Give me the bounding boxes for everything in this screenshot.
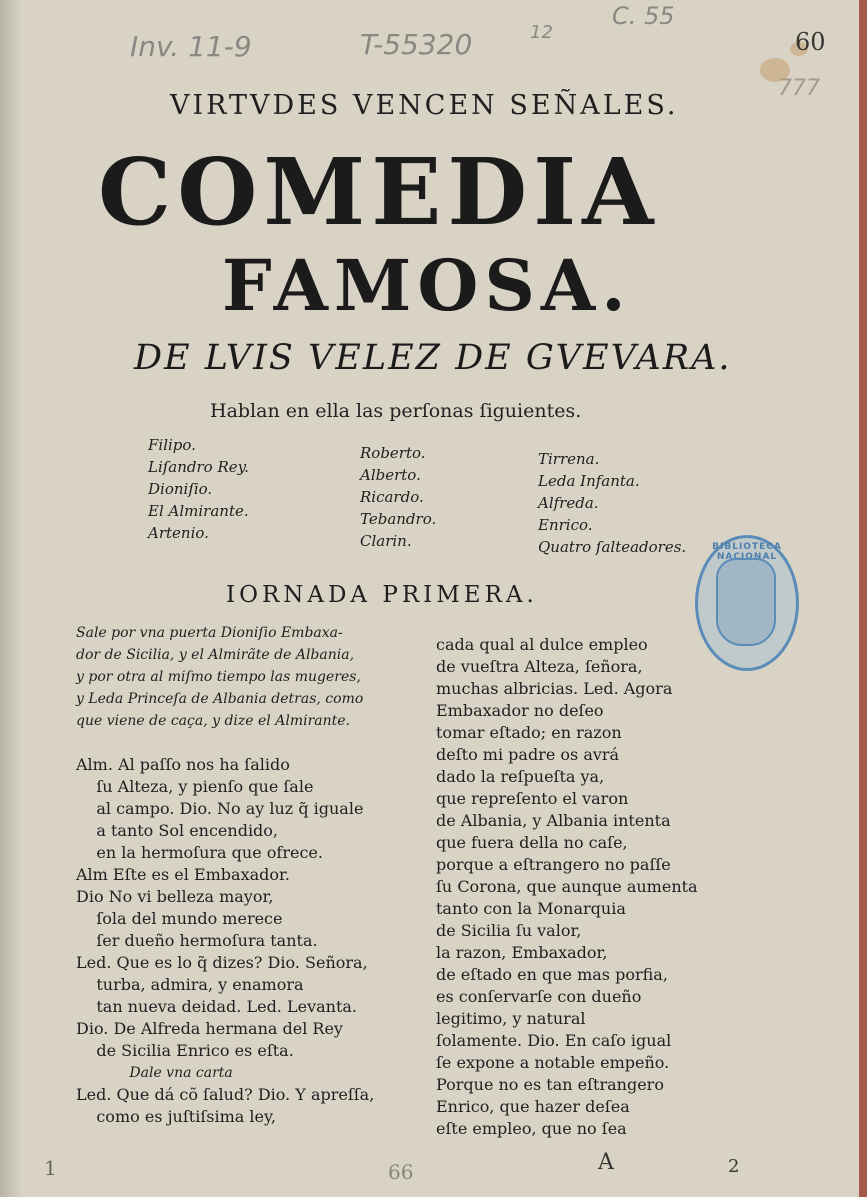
crest-icon (716, 558, 776, 646)
verse-line: la razon, Embaxador, (436, 943, 608, 962)
verse-line: legitimo, y natural (436, 1009, 586, 1028)
verse-line: ſola del mundo merece (76, 909, 283, 928)
verse-line: tanto con la Monarquia (436, 899, 626, 918)
verse-line: Dio. De Alfreda hermana del Rey (76, 1019, 343, 1038)
cast-name: Alberto. (360, 466, 421, 484)
verse-line: Led. Que es lo q̃ dizes? Dio. Señora, (76, 953, 368, 972)
library-stamp (695, 535, 799, 671)
page-number: 2 (728, 1156, 740, 1177)
stage-direction-line: y por otra al miſmo tiempo las mugeres, (76, 669, 361, 685)
stage-direction-line: y Leda Princeſa de Albania detras, como (76, 691, 364, 707)
verse-line: de Sicilia Enrico es eſta. (76, 1041, 294, 1060)
cast-column-3 (538, 450, 686, 560)
verse-line: Porque no es tan eſtrangero (436, 1075, 664, 1094)
verse-line: Led. Que dá cõ ſalud? Dio. Y apreſſa, (76, 1085, 375, 1104)
verse-line: Dio No vi belleza mayor, (76, 887, 274, 906)
verse-line: de Albania, y Albania intenta (436, 811, 671, 830)
play-header: VIRTVDES VENCEN SEÑALES. (170, 90, 679, 121)
verse-line: tan nueva deidad. Led. Levanta. (76, 997, 358, 1016)
footer-center-mark: 66 (388, 1160, 414, 1184)
verse-line: porque a eſtrangero no paſſe (436, 855, 671, 874)
page-binding-edge (0, 0, 22, 1197)
verse-line: a tanto Sol encendido, (76, 821, 279, 840)
verse-line: ſolamente. Dio. En caſo igual (436, 1031, 672, 1050)
left-text-column (76, 622, 374, 1128)
verse-line: muchas albricias. Led. Agora (436, 679, 673, 698)
verse-line: dado la reſpueſta ya, (436, 767, 605, 786)
act-title: IORNADA PRIMERA. (226, 582, 538, 608)
cast-name: Enrico. (538, 516, 593, 534)
stage-direction-line: que viene de caça, y dize el Almirante. (76, 713, 350, 729)
right-text-column (436, 634, 698, 1140)
cast-name: Alfreda. (538, 494, 599, 512)
folio-number: 60 (795, 28, 826, 56)
verse-line: que fuera della no caſe, (436, 833, 628, 852)
stage-direction-line: Sale por vna puerta Dioniſio Embaxa- (76, 625, 343, 641)
page-right-edge (859, 0, 867, 1197)
cast-name: Artenio. (148, 524, 209, 542)
verse-line: de Sicilia ſu valor, (436, 921, 582, 940)
footer-left-mark: 1 (44, 1156, 57, 1180)
verse-line: ſer dueño hermoſura tanta. (76, 931, 318, 950)
verse-line: ſu Corona, que aunque aumenta (436, 877, 698, 896)
verse-line: turba, admira, y enamora (76, 975, 304, 994)
cast-column-1 (148, 436, 249, 546)
verse-line: como es juſtiſsima ley, (76, 1107, 276, 1126)
stamp-text: BIBLIOTECA NACIONAL (712, 542, 782, 562)
stage-direction-line: dor de Sicilia, y el Almirãte de Albania, (76, 647, 355, 663)
shelfmark-c: C. 55 (612, 2, 675, 30)
verse-line: eſte empleo, que no ſea (436, 1119, 627, 1138)
verse-line: que repreſento el varon (436, 789, 629, 808)
cast-name: Tirrena. (538, 450, 600, 468)
verse-line: es conſervarſe con dueño (436, 987, 642, 1006)
title-comedia: COMEDIA (98, 138, 660, 246)
cast-name: El Almirante. (148, 502, 249, 520)
verse-line: tomar eſtado; en razon (436, 723, 622, 742)
stage-direction-line: Dale vna carta (76, 1065, 233, 1081)
cast-name: Quatro ſalteadores. (538, 538, 687, 556)
title-famosa: FAMOSA. (222, 244, 632, 327)
shelfmark-t: T-55320 (360, 28, 473, 61)
shelfmark-sup: 12 (530, 22, 553, 43)
cast-name: Leda Infanta. (538, 472, 640, 490)
cast-name: Dioniſio. (148, 480, 213, 498)
verse-line: al campo. Dio. No ay luz q̃ iguale (76, 799, 364, 818)
cast-name: Liſandro Rey. (148, 458, 249, 476)
cast-intro: Hablan en ella las perſonas ſiguientes. (210, 400, 582, 422)
shelfmark-inv: Inv. 11-9 (130, 30, 252, 63)
cast-name: Tebandro. (360, 510, 437, 528)
verse-line: Embaxador no deſeo (436, 701, 604, 720)
verse-line: ſu Alteza, y pienſo que ſale (76, 777, 314, 796)
verse-line (76, 732, 374, 754)
verse-line: Alm. Al paſſo nos ha ſalido (76, 755, 290, 774)
verse-line: Enrico, que hazer deſea (436, 1097, 630, 1116)
folio-number-pencil: 777 (778, 76, 820, 101)
cast-name: Roberto. (360, 444, 426, 462)
verse-line: ſe expone a notable empeño. (436, 1053, 670, 1072)
verse-line: cada qual al dulce empleo (436, 635, 648, 654)
author-line: DE LVIS VELEZ DE GVEVARA. (134, 338, 732, 378)
verse-line: Alm Eſte es el Embaxador. (76, 865, 290, 884)
verse-line: en la hermoſura que ofrece. (76, 843, 323, 862)
signature-mark: A (598, 1150, 614, 1175)
cast-column-2 (360, 444, 436, 554)
verse-line: deſto mi padre os avrá (436, 745, 620, 764)
cast-name: Filipo. (148, 436, 196, 454)
cast-name: Ricardo. (360, 488, 424, 506)
verse-line: de vueſtra Alteza, ſeñora, (436, 657, 643, 676)
cast-name: Clarin. (360, 532, 412, 550)
verse-line: de eſtado en que mas porfia, (436, 965, 668, 984)
